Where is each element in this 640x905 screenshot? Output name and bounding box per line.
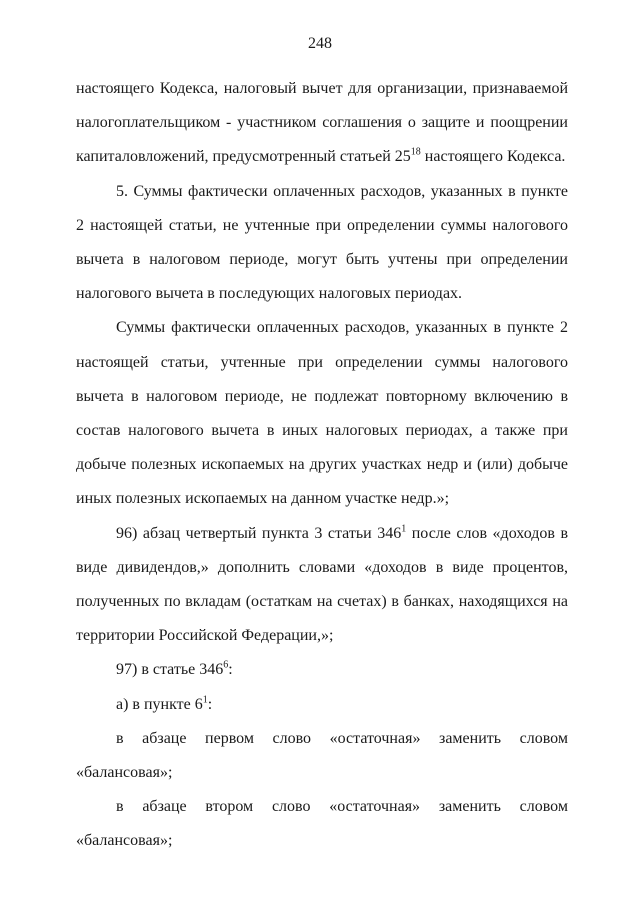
paragraph-text: 96) абзац четвертый пункта 3 статьи 346 xyxy=(116,524,402,542)
paragraph-text: после слов «доходов в виде дивидендов,» дополнить словами «доходов в виде процентов, полученных по вкладам (остаткам на счетах) в банках, находящихся на территории Российской Федерации,»; xyxy=(76,524,568,645)
paragraph-text: а) в пункте 6 xyxy=(116,695,203,713)
paragraph-item-96 xyxy=(76,517,568,654)
page-number: 248 xyxy=(308,35,332,52)
paragraph-second-abzac: в абзаце втором слово «остаточная» заменить словом «балансовая»; xyxy=(76,798,568,850)
superscript: 1 xyxy=(202,694,208,706)
paragraph-subitem-a xyxy=(76,688,568,722)
paragraph-text: настоящего Кодекса, налоговый вычет для организации, признаваемой налогоплательщиком - участником соглашения о защите и поощрении капиталовложений, предусмотренный статьей 25 xyxy=(76,80,568,166)
superscript: 18 xyxy=(410,147,421,159)
paragraph-text: 97) в статье 346 xyxy=(116,661,224,679)
paragraph-item-5: 5. Суммы фактически оплаченных расходов, указанных в пункте 2 настоящей статьи, не учтенные при определении суммы налогового вычета в налоговом периоде, могут быть учтены при определении налогового вычета в последующих налоговых периодах. xyxy=(76,182,568,303)
document-body xyxy=(76,72,568,859)
superscript: 6 xyxy=(223,660,229,672)
paragraph-first-abzac: в абзаце первом слово «остаточная» заменить словом «балансовая»; xyxy=(76,729,568,782)
paragraph-item-97 xyxy=(76,653,568,687)
superscript: 1 xyxy=(401,523,407,535)
paragraph-text: : xyxy=(228,661,233,679)
paragraph-text: : xyxy=(207,695,213,713)
paragraph-expenses: Суммы фактически оплаченных расходов, указанных в пункте 2 настоящей статьи, учтенные при определении суммы налогового вычета в налоговом периоде, не подлежат повторному включению в состав налогового вычета в иных налоговых периодах, а также при добыче полезных ископаемых на других участках недр и (или) добыче иных полезных ископаемых на данном участке недр.»; xyxy=(76,319,568,508)
paragraph-text: настоящего Кодекса. xyxy=(420,148,566,166)
paragraph-continuation xyxy=(76,72,568,175)
